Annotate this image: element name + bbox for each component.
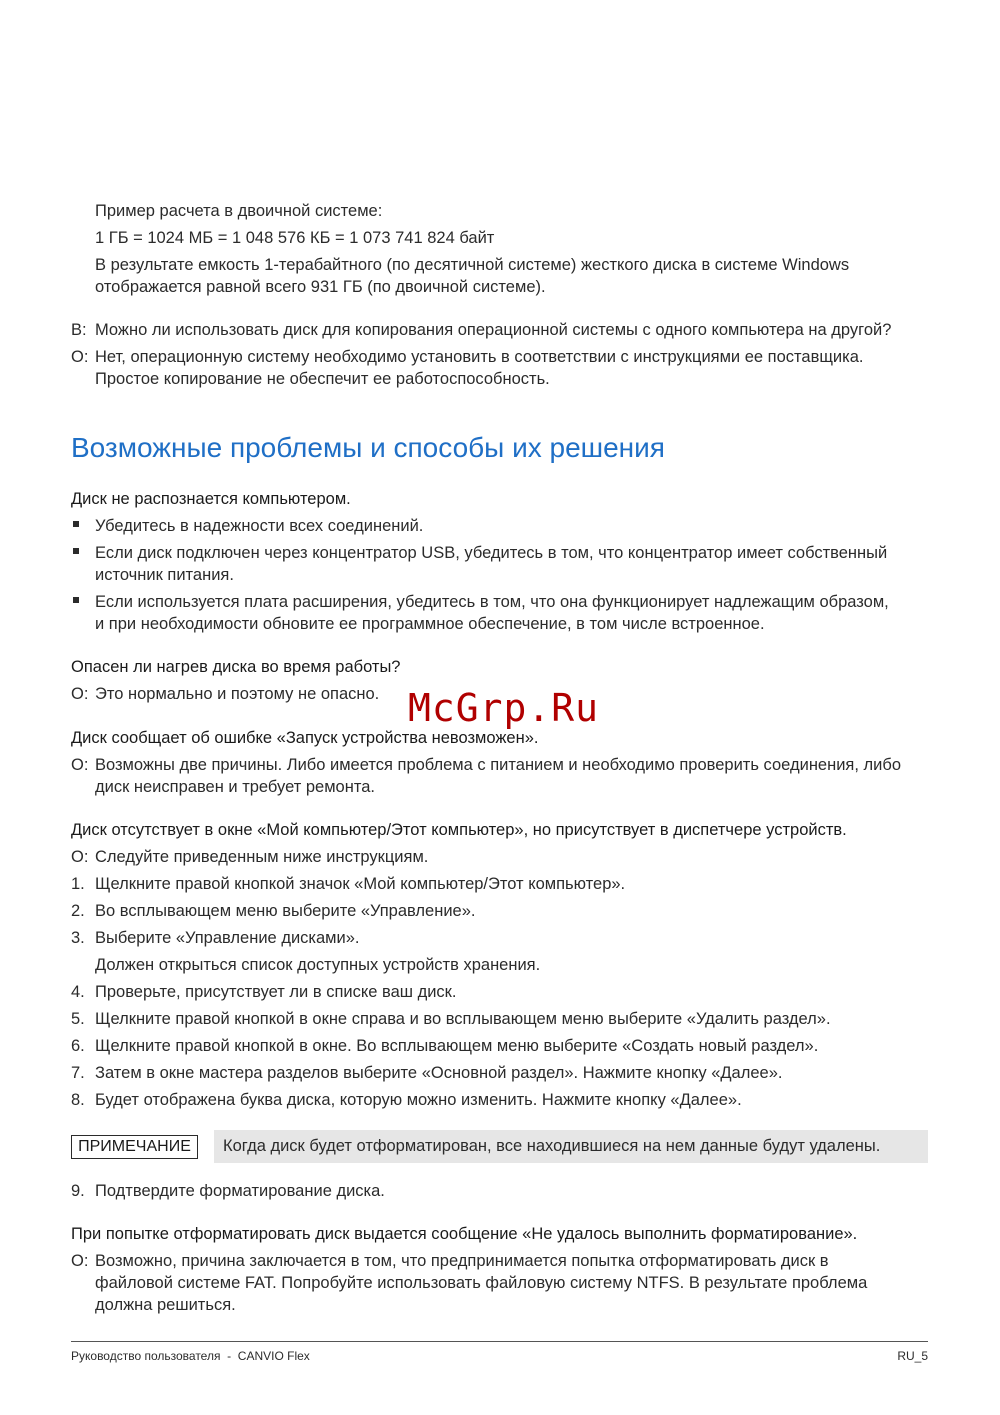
problem1-bullet-3-line-2: и при необходимости обновите ее программное обеспечение, в том числе встроенное. (95, 615, 765, 633)
answer-line-2: Простое копирование не обеспечит ее работоспособность. (95, 370, 550, 388)
step-text: Подтвердите форматирование диска. (95, 1182, 385, 1200)
step-number: 1. (71, 875, 85, 893)
step-text: Проверьте, присутствует ли в списке ваш диск. (95, 983, 457, 1001)
problem1-bullet-1: Убедитесь в надежности всех соединений. (95, 517, 424, 535)
problem5-answer-line-1: Возможно, причина заключается в том, что предпринимается попытка отформатировать диск в (95, 1252, 829, 1270)
problem1-title: Диск не распознается компьютером. (71, 490, 351, 508)
problem1-bullet-2-line-1: Если диск подключен через концентратор USB, убедитесь в том, что концентратор имеет собственный (95, 544, 888, 562)
problem4-answer: Следуйте приведенным ниже инструкциям. (95, 848, 429, 866)
bullet-icon (73, 597, 79, 603)
intro-line-2: 1 ГБ = 1024 МБ = 1 048 576 КБ = 1 073 741 824 байт (95, 229, 495, 247)
step-number: 3. (71, 929, 85, 947)
footer-page-number: RU_5 (897, 1349, 928, 1363)
note-label: ПРИМЕЧАНИЕ (71, 1135, 198, 1159)
note-text: Когда диск будет отформатирован, все находившиеся на нем данные будут удалены. (223, 1137, 881, 1155)
problem3-answer-line-2: диск неисправен и требует ремонта. (95, 778, 375, 796)
footer-rule (71, 1341, 928, 1342)
problem4-answer-label: О: (71, 848, 89, 866)
bullet-icon (73, 521, 79, 527)
question-text: Можно ли использовать диск для копирования операционной системы с одного компьютера на другой? (95, 321, 892, 339)
question-label: В: (71, 321, 87, 339)
step-number: 6. (71, 1037, 85, 1055)
step-number: 7. (71, 1064, 85, 1082)
problem1-bullet-3-line-1: Если используется плата расширения, убедитесь в том, что она функционирует надлежащим образом, (95, 593, 889, 611)
step-number: 8. (71, 1091, 85, 1109)
step-number: 4. (71, 983, 85, 1001)
step-text: Щелкните правой кнопкой в окне справа и во всплывающем меню выберите «Удалить раздел». (95, 1010, 831, 1028)
problem5-answer-line-3: должна решиться. (95, 1296, 236, 1314)
problem2-answer: Это нормально и поэтому не опасно. (95, 685, 380, 703)
step-subtext: Должен открыться список доступных устройств хранения. (95, 956, 541, 974)
problem2-title: Опасен ли нагрев диска во время работы? (71, 658, 401, 676)
intro-line-4: отображается равной всего 931 ГБ (по двоичной системе). (95, 278, 546, 296)
section-title: Возможные проблемы и способы их решения (71, 432, 665, 463)
answer-line-1: Нет, операционную систему необходимо установить в соответствии с инструкциями ее поставщика. (95, 348, 864, 366)
footer-manual-title: Руководство пользователя - CANVIO Flex (71, 1349, 310, 1363)
answer-label: О: (71, 348, 89, 366)
step-number: 9. (71, 1182, 85, 1200)
step-number: 2. (71, 902, 85, 920)
problem3-title: Диск сообщает об ошибке «Запуск устройства невозможен». (71, 729, 539, 747)
intro-line-3: В результате емкость 1-терабайтного (по десятичной системе) жесткого диска в системе Windows (95, 256, 850, 274)
problem5-answer-label: О: (71, 1252, 89, 1270)
problem4-title: Диск отсутствует в окне «Мой компьютер/Этот компьютер», но присутствует в диспетчере устройств. (71, 821, 847, 839)
step-number: 5. (71, 1010, 85, 1028)
bullet-icon (73, 548, 79, 554)
problem3-answer-line-1: Возможны две причины. Либо имеется проблема с питанием и необходимо проверить соединения, либо (95, 756, 902, 774)
step-text: Будет отображена буква диска, которую можно изменить. Нажмите кнопку «Далее». (95, 1091, 742, 1109)
problem5-title: При попытке отформатировать диск выдается сообщение «Не удалось выполнить форматирование». (71, 1225, 858, 1243)
step-text: Затем в окне мастера разделов выберите «Основной раздел». Нажмите кнопку «Далее». (95, 1064, 783, 1082)
problem3-answer-label: О: (71, 756, 89, 774)
watermark: McGrp.Ru (408, 686, 600, 730)
problem2-answer-label: О: (71, 685, 89, 703)
step-text: Во всплывающем меню выберите «Управление». (95, 902, 476, 920)
step-text: Выберите «Управление дисками». (95, 929, 360, 947)
problem5-answer-line-2: файловой системе FAT. Попробуйте использовать файловую систему NTFS. В результате проблема (95, 1274, 868, 1292)
step-text: Щелкните правой кнопкой значок «Мой компьютер/Этот компьютер». (95, 875, 626, 893)
step-text: Щелкните правой кнопкой в окне. Во всплывающем меню выберите «Создать новый раздел». (95, 1037, 819, 1055)
problem1-bullet-2-line-2: источник питания. (95, 566, 234, 584)
intro-line-1: Пример расчета в двоичной системе: (95, 202, 383, 220)
